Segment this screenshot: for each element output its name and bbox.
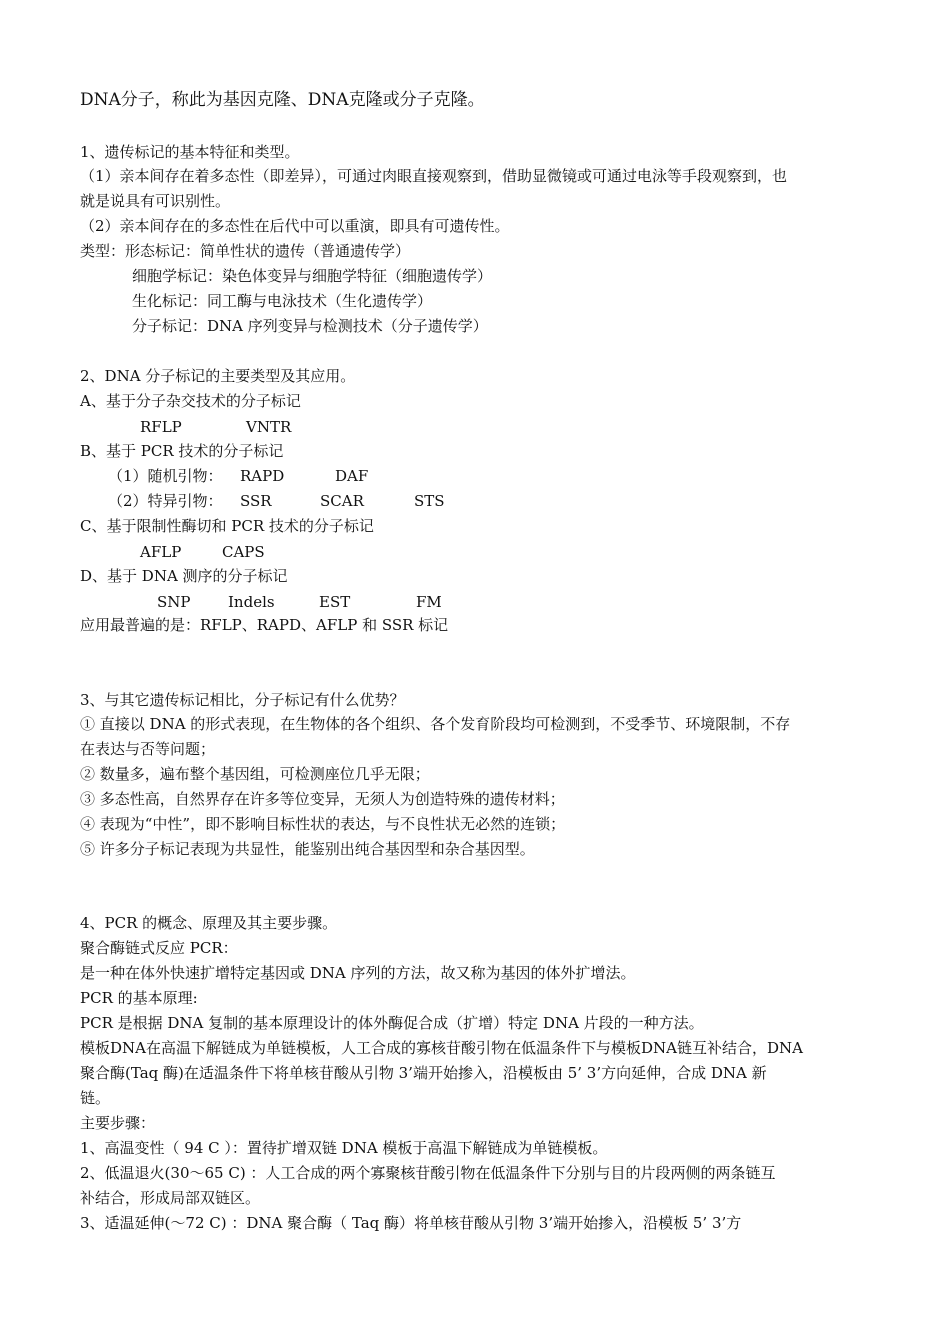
advantage-item: ① 直接以 DNA 的形式表现，在生物体的各个组织、各个发育阶段均可检测到，不受季节、环境限制，不存 (80, 715, 791, 733)
pcr-step: 1、高温变性（ 94 C ）：置待扩增双链 DNA 模板于高温下解链成为单链模板。 (80, 1139, 608, 1157)
marker-item: RAPD (240, 467, 285, 485)
intro-line: DNA分子，称此为基因克隆、DNA克隆或分子克隆。 (80, 90, 485, 110)
pcr-definition: 是一种在体外快速扩增特定基因或 DNA 序列的方法，故又称为基因的体外扩增法。 (80, 964, 636, 982)
section-3-title: 3、与其它遗传标记相比，分子标记有什么优势？ (80, 691, 405, 709)
advantage-item: ③ 多态性高，自然界存在许多等位变异，无须人为创造特殊的遗传材料； (80, 790, 565, 808)
marker-item: SNP (157, 593, 191, 611)
category-c: C、基于限制性酶切和 PCR 技术的分子标记 (80, 517, 374, 535)
random-primer-label: （1）随机引物： (108, 467, 223, 485)
pcr-principle-detail: 链。 (80, 1089, 111, 1107)
marker-item: STS (414, 492, 445, 510)
types-prefix: 类型： (80, 242, 126, 260)
pcr-principle-detail: 聚合酶(Taq 酶)在适温条件下将单核苷酸从引物 3’端开始掺入，沿模板由 5’ 3’方向延伸，合成 DNA 新 (80, 1064, 767, 1082)
marker-item: DAF (335, 467, 369, 485)
advantage-item: ⑤ 许多分子标记表现为共显性，能鉴别出纯合基因型和杂合基因型。 (80, 840, 535, 858)
pcr-principle-detail: 模板DNA在高温下解链成为单链模板，人工合成的寡核苷酸引物在低温条件下与模板DNA链互补结合，DNA (80, 1039, 803, 1057)
pcr-principle-label: PCR 的基本原理: (80, 989, 198, 1007)
marker-item: SCAR (320, 492, 364, 510)
most-common-markers: 应用最普遍的是：RFLP、RAPD、AFLP 和 SSR 标记 (80, 616, 449, 634)
pcr-principle: PCR 是根据 DNA 复制的基本原理设计的体外酶促合成（扩增）特定 DNA 片段的一种方法。 (80, 1014, 704, 1032)
type-item: 分子标记：DNA 序列变异与检测技术（分子遗传学） (132, 317, 488, 335)
marker-item: SSR (240, 492, 272, 510)
section-1-title: 1、遗传标记的基本特征和类型。 (80, 143, 300, 161)
section-4-title: 4、PCR 的概念、原理及其主要步骤。 (80, 914, 338, 932)
pcr-steps-label: 主要步骤： (80, 1114, 156, 1132)
advantage-item-cont: 在表达与否等问题； (80, 740, 216, 758)
category-d: D、基于 DNA 测序的分子标记 (80, 567, 288, 585)
marker-item: VNTR (246, 418, 292, 436)
advantage-item: ② 数量多，遍布整个基因组，可检测座位几乎无限； (80, 765, 430, 783)
marker-item: RFLP (140, 418, 182, 436)
advantage-item: ④ 表现为“中性”，即不影响目标性状的表达，与不良性状无必然的连锁； (80, 815, 566, 833)
specific-primer-label: （2）特异引物： (108, 492, 223, 510)
pcr-step: 3、适温延伸(～72 C) ：DNA 聚合酶（ Taq 酶）将单核苷酸从引物 3’端开始掺入，沿模板 5’ 3’方 (80, 1214, 742, 1232)
category-b: B、基于 PCR 技术的分子标记 (80, 442, 284, 460)
marker-item: FM (416, 593, 442, 611)
marker-item: Indels (228, 593, 275, 611)
marker-item: AFLP (140, 543, 182, 561)
section-1-point-1-cont: 就是说具有可识别性。 (80, 192, 231, 210)
section-2-title: 2、DNA 分子标记的主要类型及其应用。 (80, 367, 356, 385)
pcr-step: 2、低温退火(30～65 C) ：人工合成的两个寡聚核苷酸引物在低温条件下分别与目的片段两侧的两条链互 (80, 1164, 776, 1182)
marker-item: EST (319, 593, 351, 611)
section-1-point-2: （2）亲本间存在的多态性在后代中可以重演，即具有可遗传性。 (80, 217, 510, 235)
section-1-point-1: （1）亲本间存在着多态性（即差异），可通过肉眼直接观察到，借助显微镜或可通过电泳等手段观察到，也 (80, 167, 788, 185)
marker-item: CAPS (222, 543, 265, 561)
category-a: A、基于分子杂交技术的分子标记 (80, 392, 301, 410)
type-item: 生化标记：同工酶与电泳技术（生化遗传学） (132, 292, 433, 310)
section-1-types-label (80, 241, 410, 261)
pcr-definition-label: 聚合酶链式反应 PCR： (80, 939, 238, 957)
pcr-step-cont: 补结合，形成局部双链区。 (80, 1189, 261, 1207)
type-item: 细胞学标记：染色体变异与细胞学特征（细胞遗传学） (132, 267, 493, 285)
type-item: 形态标记：简单性状的遗传（普通遗传学） (125, 242, 411, 260)
